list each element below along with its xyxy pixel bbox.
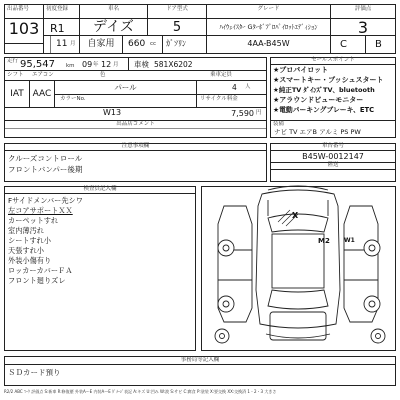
interior-grade: C — [340, 39, 347, 50]
door-count: 5 — [172, 20, 182, 35]
inspection-month-unit: 月 — [113, 62, 119, 68]
notes-title: 注意事項欄 — [121, 143, 150, 149]
shaken-label: 車検 — [134, 60, 149, 69]
transport-label: 陸送 — [327, 162, 339, 168]
inspection-year: 09 — [82, 60, 93, 69]
displacement-unit: cc — [150, 41, 157, 47]
aircon-value: AAC — [32, 89, 52, 99]
model-label: 車名 — [107, 6, 119, 12]
mileage-value: 95,547 — [20, 59, 55, 70]
displacement-value: 660 — [128, 39, 146, 49]
inspection-item: Fサイドメンバー先シワ — [8, 196, 83, 205]
damage-mark: X — [292, 211, 299, 220]
score-label: 評価点 — [354, 6, 372, 12]
sales-point-title: セールスポイント — [311, 57, 355, 63]
usage-value: 自家用 — [87, 39, 115, 49]
inspection-item: 室内薄汚れ — [8, 226, 44, 235]
recycle-value: 7,590 — [231, 109, 254, 118]
color-label: 色 — [100, 72, 106, 78]
score-value: 3 — [357, 18, 369, 37]
first-reg-year: R1 — [50, 22, 65, 35]
grade-label: グレード — [257, 6, 280, 12]
inspection-item: カーペットすれ — [8, 216, 59, 225]
inspection-item: 天張すれ小 — [8, 246, 44, 255]
aircon-label: エアコン — [32, 72, 54, 78]
exterior-grade: B — [375, 39, 382, 50]
grade-value: ﾊｲｳｪｲｽﾀｰ Gﾀｰﾎﾞﾌﾟﾛﾊﾟｲﾛｯﾄｴﾃﾞｨｼｮﾝ — [219, 23, 318, 31]
inspection-item: ロッカーカバーＦＡ — [8, 266, 73, 275]
inspection-month: 12 — [101, 60, 112, 69]
sales-point-item: ★電動パーキングブレーキ、ETC — [273, 106, 375, 114]
car-diagram — [218, 186, 378, 340]
damage-mark: W1 — [344, 237, 355, 244]
seller-comment-label: 出品店コメント — [116, 121, 155, 127]
first-reg-month: 11 — [56, 39, 68, 49]
color-no-value: W13 — [103, 108, 122, 117]
footer-legend: R2/2 ABC ﾏｰｸ 評価点 S:新車 R:修復歴 外装A〜E 内装A〜E ﾀﾞﾒｰｼﾞ表記 A:キズ U:凹み W:波 S:サビ C:腐食 P:塗装 X:要交換 XX:交換済 1・2・3 大きさ — [4, 389, 277, 394]
car-name: デイズ — [93, 19, 134, 35]
capacity-label: 乗車定員 — [210, 72, 233, 78]
sales-point-item: ★プロパイロット — [273, 66, 329, 74]
model-code: 4AA-B45W — [247, 39, 290, 48]
frame-number-value: B45W-0012147 — [302, 152, 364, 161]
sales-point-item: ★純正TV ﾀﾞｲﾝｽﾞTV、bluetooth — [273, 86, 375, 94]
recycle-label: リサイクル料金 — [200, 96, 238, 102]
inspection-item: シートすれ小 — [8, 236, 51, 245]
damage-mark: M2 — [318, 237, 330, 245]
capacity-unit: 人 — [245, 84, 251, 90]
lot-label: 出品番号 — [7, 6, 30, 12]
notes-item: フロントバンパー後期 — [8, 165, 83, 174]
sales-point-item: ★アラウンドビューモニター — [273, 96, 364, 104]
inspection-item: 外装小傷有り — [8, 256, 52, 265]
inspection-item: フロント廻りズレ — [8, 276, 66, 285]
equipment-value: ナビ TV エアB アルミ PS PW — [274, 128, 361, 136]
mileage-label: 走行 — [7, 58, 19, 64]
shift-value: IAT — [10, 89, 24, 99]
inspection-title: 検査員記入欄 — [83, 186, 117, 192]
shaken-value: 581X6202 — [154, 60, 193, 69]
frame-number-label: 車台番号 — [321, 143, 344, 149]
lot-number: 103 — [8, 19, 40, 38]
notes-item: クルーズコントロール — [8, 154, 83, 163]
equipment-label: 装備 — [273, 121, 285, 127]
first-reg-label: 初度登録 — [46, 6, 69, 12]
sales-point-item: ★スマートキー・プッシュスタート — [273, 76, 384, 84]
mileage-unit: km — [66, 63, 75, 69]
capacity-value: 4 — [232, 83, 237, 92]
color-no-label: カラーNo. — [60, 96, 86, 102]
month-unit: 月 — [70, 41, 76, 47]
inspection-year-unit: 年 — [93, 62, 99, 68]
remarks-title: 事務局等記入欄 — [180, 357, 220, 363]
recycle-unit: 円 — [256, 110, 262, 116]
remarks-text: ＳＤカード預り — [8, 368, 61, 377]
color-value: パール — [114, 83, 137, 92]
fuel-value: ｶﾞｿﾘﾝ — [166, 39, 186, 48]
shift-label: シフト — [7, 72, 24, 78]
doors-label: ドア型式 — [166, 6, 188, 12]
inspection-item: 左コアサポートＸＸ — [8, 206, 73, 215]
